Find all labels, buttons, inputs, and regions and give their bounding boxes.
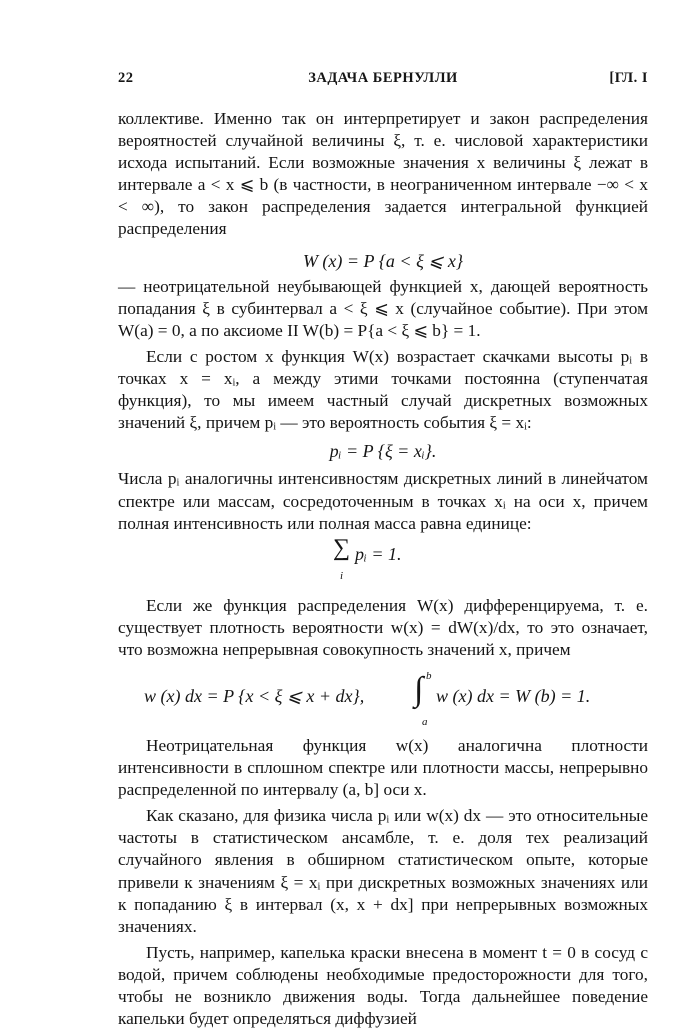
sum-index: i bbox=[340, 569, 344, 582]
integral-lower-limit: a bbox=[422, 715, 428, 728]
formula-density-integral bbox=[118, 663, 648, 727]
paragraph: Неотрицательная функция w(x) аналогична плотности интенсивности в сплошном спектре или плотности массы, непрерывно распределенной по интервалу (a, b] оси x. bbox=[118, 735, 648, 800]
density-expression: w (x) dx = P {x < ξ ⩽ x + dx}, bbox=[144, 685, 365, 706]
integral-sign: ∫ bbox=[414, 670, 424, 708]
chapter-label: [ГЛ. I bbox=[609, 70, 648, 86]
formula-normalization-sum bbox=[118, 534, 648, 589]
paragraph: Пусть, например, капелька краски внесена в момент t = 0 в сосуд с водой, причем соблюдены необходимые предосторожности для того, чтобы не возникло движения воды. Тогда дальнейшее поведение капельки будет определяться диффузией bbox=[118, 942, 648, 1029]
integral-expression: w (x) dx = W (b) = 1. bbox=[436, 685, 591, 706]
sum-sign: ∑ bbox=[333, 534, 351, 561]
integral-upper-limit: b bbox=[426, 669, 432, 682]
formula-distribution-function: W (x) = P {a < ξ ⩽ x} bbox=[302, 250, 464, 271]
paragraph: Числа pᵢ аналогичны интенсивностям дискретных линий в линейчатом спектре или массам, сосредоточенным в точках xᵢ на оси x, причем полная интенсивность или полная масса равна единице: bbox=[118, 469, 648, 533]
page-number: 22 bbox=[118, 70, 134, 86]
page-body bbox=[118, 108, 648, 1030]
running-title: ЗАДАЧА БЕРНУЛЛИ bbox=[308, 70, 458, 86]
sum-expression: pᵢ = 1. bbox=[355, 543, 402, 564]
paragraph: Если же функция распределения W(x) дифференцируема, т. е. существует плотность вероятности w(x) = dW(x)/dx, то это означает, что возможна непрерывная совокупность значений x, причем bbox=[118, 595, 648, 659]
formula-discrete-probability: pᵢ = P {ξ = xᵢ}. bbox=[329, 441, 437, 462]
paragraph: Как сказано, для физика числа pᵢ или w(x) dx — это относительные частоты в статистическом ансамбле, т. е. доля тех реализаций случайного явления в обширном статистическом опыте, которые привели к значениям ξ = xᵢ при дискретных возможных значениях или к попаданию ξ в интервал (x, x + dx] при непрерывных возможных значениях. bbox=[118, 806, 648, 936]
page-header bbox=[118, 70, 648, 92]
paragraph: Если с ростом x функция W(x) возрастает скачками высоты pᵢ в точках x = xᵢ, а между этими точками постоянна (ступенчатая функция), то мы имеем частный случай дискретных возможных значений ξ, причем pᵢ — это вероятность события ξ = xᵢ: bbox=[118, 346, 648, 433]
paragraph: — неотрицательной неубывающей функцией x, дающей вероятность попадания ξ в субинтервал a < ξ ⩽ x (случайное событие). При этом W(a) = 0, а по аксиоме II W(b) = P{a < ξ ⩽ b} = 1. bbox=[118, 276, 648, 340]
paragraph: коллективе. Именно так он интерпретирует и закон распределения вероятностей случайной величины ξ, т. е. числовой характеристики исхода испытаний. Если возможные значения x величины ξ лежат в интервале a < x ⩽ b (в частности, в неограниченном интервале −∞ < x < ∞), то закон распределения задается интегральной функцией распределения bbox=[118, 109, 648, 239]
